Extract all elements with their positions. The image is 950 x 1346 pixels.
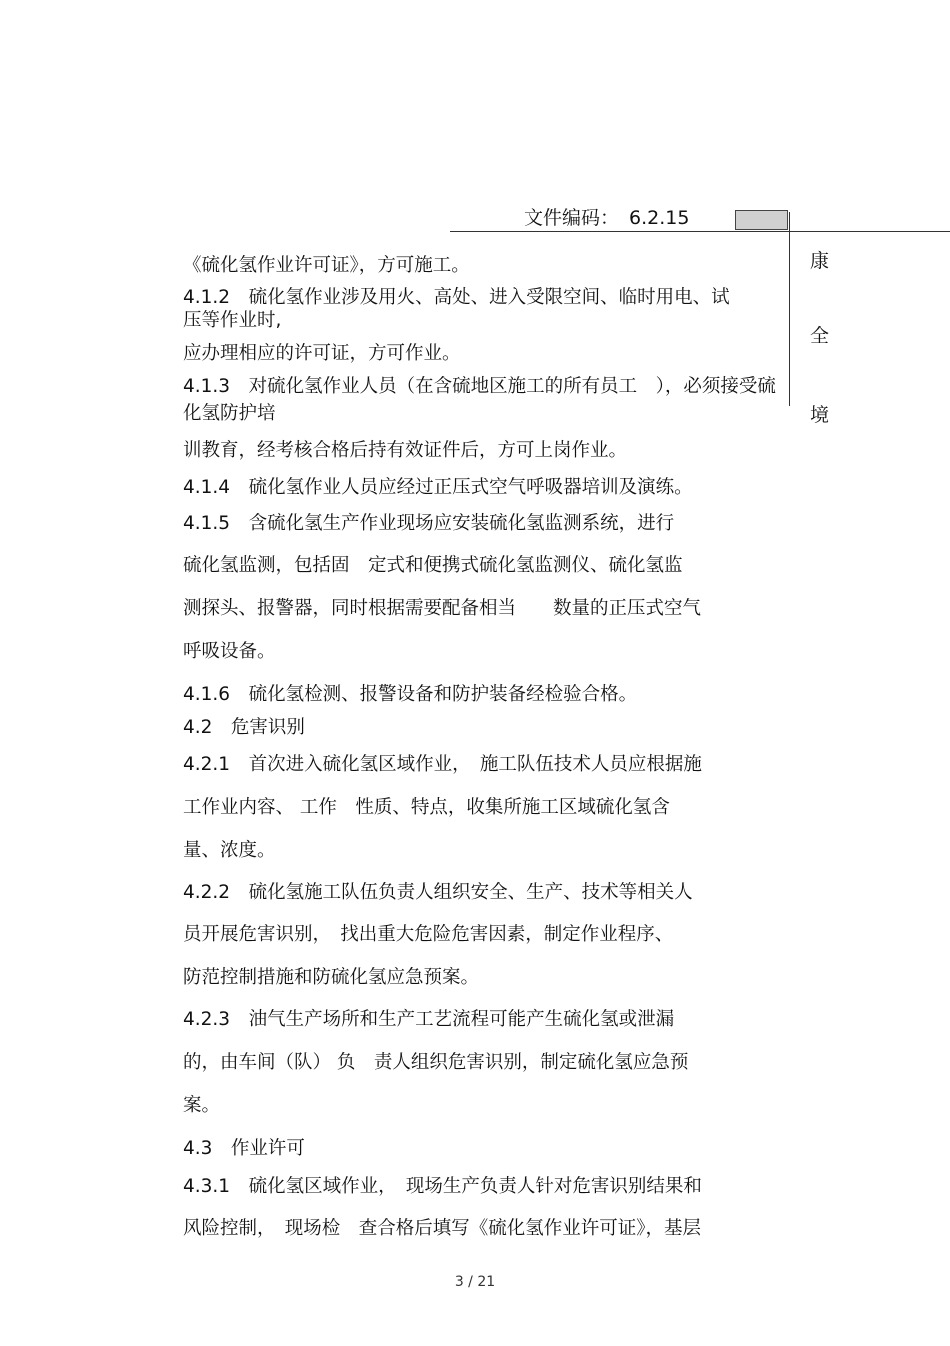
text-line: 工作业内容、 工作 性质、特点，收集所施工区域硫化氢含 (183, 797, 670, 818)
header-gray-box (735, 210, 788, 230)
text-line: 员开展危害识别， 找出重大危险危害因素，制定作业程序、 (183, 924, 674, 945)
text-line: 的，由车间（队） 负 责人组织危害识别，制定硫化氢应急预 (183, 1052, 689, 1073)
text-line: 4.3.1 硫化氢区域作业， 现场生产负责人针对危害识别结果和 (183, 1176, 702, 1197)
document-code (524, 206, 689, 230)
text-line: 《硫化氢作业许可证》，方可施工。 (183, 255, 470, 276)
header-rule (450, 231, 950, 232)
text-line: 呼吸设备。 (183, 641, 276, 662)
text-line: 硫化氢监测，包括固 定式和便携式硫化氢监测仪、硫化氢监 (183, 555, 683, 576)
section-heading: 4.2 危害识别 (183, 717, 305, 738)
document-code-value: 6.2.15 (629, 207, 690, 229)
text-line: 量、浓度。 (183, 840, 276, 861)
text-line: 案。 (183, 1095, 221, 1116)
text-line: 化氢防护培 (183, 403, 276, 424)
text-line: 风险控制， 现场检 查合格后填写《硫化氢作业许可证》，基层 (183, 1218, 702, 1239)
side-char-quan: 全 (810, 325, 830, 347)
text-line: 4.1.2 硫化氢作业涉及用火、高处、进入受限空间、临时用电、试 (183, 287, 730, 308)
text-line: 4.1.6 硫化氢检测、报警设备和防护装备经检验合格。 (183, 684, 638, 705)
side-char-jing: 境 (810, 404, 830, 426)
text-line: 4.1.3 对硫化氢作业人员（在含硫地区施工的所有员工 ），必须接受硫 (183, 376, 776, 397)
section-heading: 4.3 作业许可 (183, 1138, 305, 1159)
text-line: 4.1.5 含硫化氢生产作业现场应安装硫化氢监测系统，进行 (183, 513, 675, 534)
text-line: 4.1.4 硫化氢作业人员应经过正压式空气呼吸器培训及演练。 (183, 477, 693, 498)
text-line: 防范控制措施和防硫化氢应急预案。 (183, 967, 480, 988)
text-line: 4.2.1 首次进入硫化氢区域作业， 施工队伍技术人员应根据施 (183, 754, 702, 775)
text-line: 4.2.3 油气生产场所和生产工艺流程可能产生硫化氢或泄漏 (183, 1009, 675, 1030)
text-line: 压等作业时, (183, 310, 282, 331)
header-vertical-rule (789, 212, 790, 406)
text-line: 训教育，经考核合格后持有效证件后，方可上岗作业。 (183, 440, 628, 461)
text-line: 4.2.2 硫化氢施工队伍负责人组织安全、生产、技术等相关人 (183, 882, 693, 903)
text-line: 测探头、报警器，同时根据需要配备相当 数量的正压式空气 (183, 598, 702, 619)
page-indicator: 3 / 21 (454, 1274, 496, 1290)
document-code-label: 文件编码： (524, 207, 620, 229)
text-line: 应办理相应的许可证，方可作业。 (183, 343, 461, 364)
side-char-kang: 康 (810, 250, 830, 272)
